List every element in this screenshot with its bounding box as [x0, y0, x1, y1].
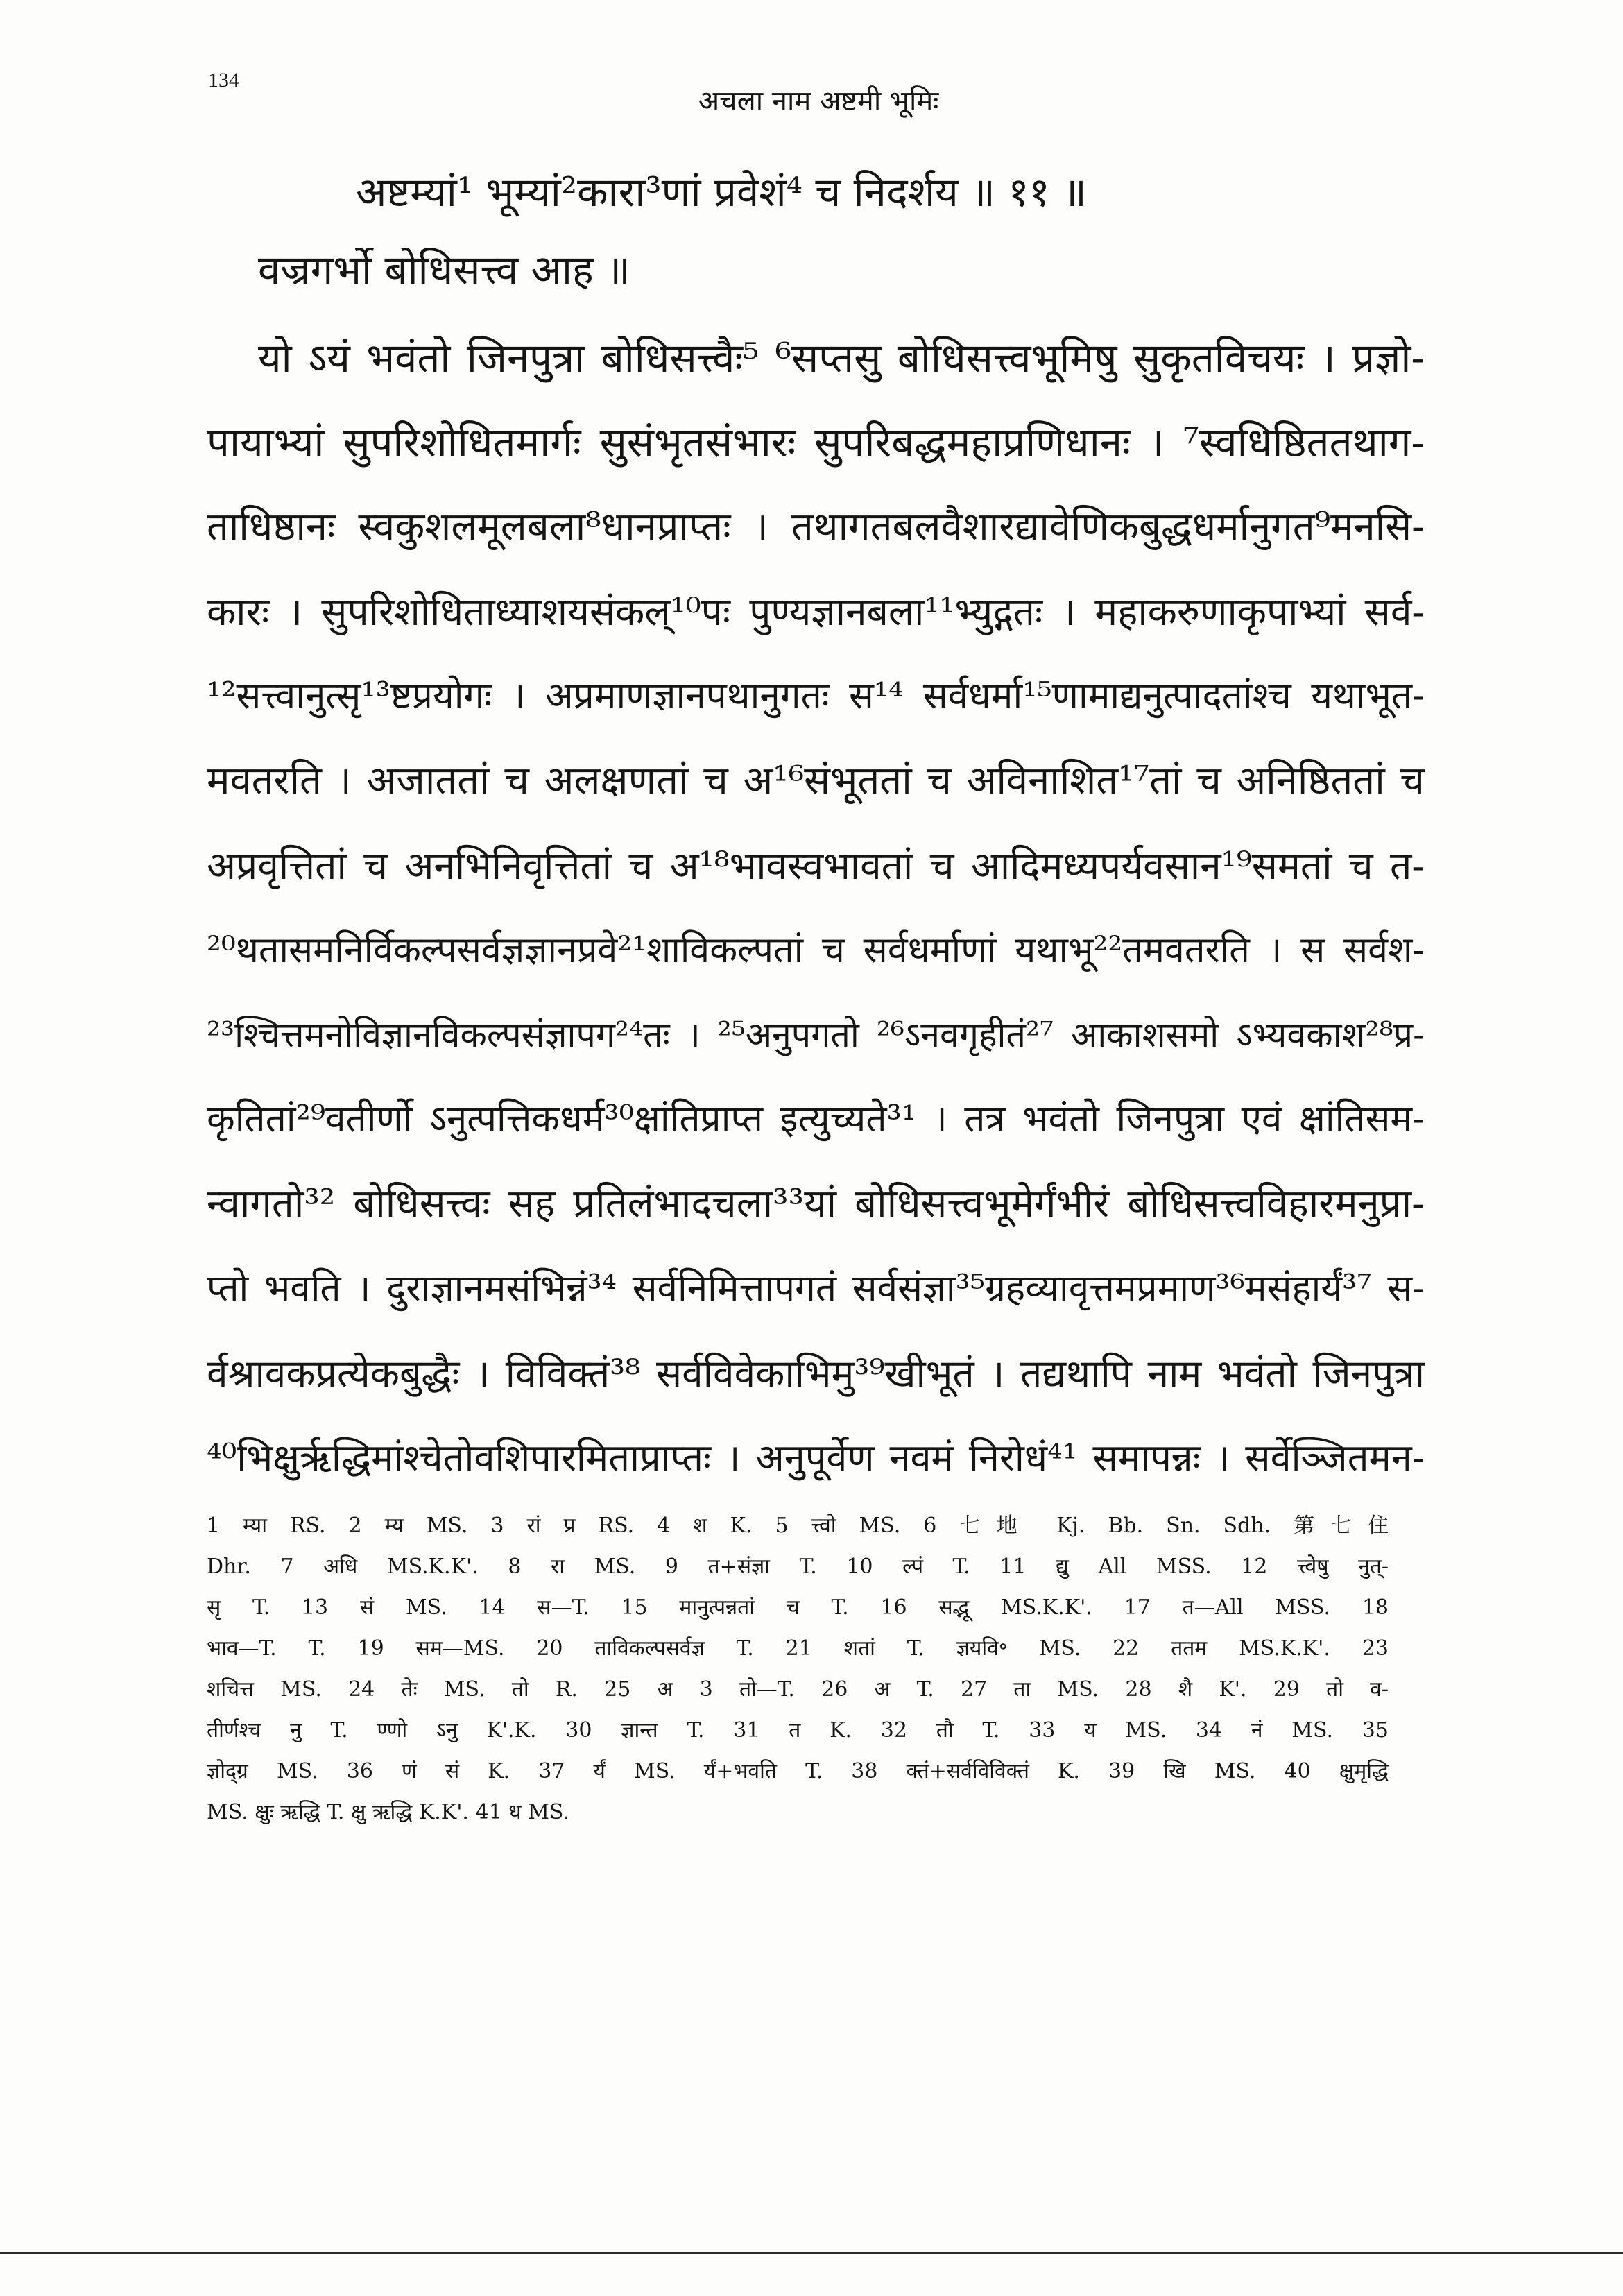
verse-heading: अष्टम्यां¹ भूम्यां²कारा³णां प्रवेशं⁴ च निदर्शय ॥ ११ ॥ [356, 169, 1087, 216]
footnote-line: भाव—T. T. 19 सम—MS. 20 ताविकल्पसर्वज्ञ T. 21 शतां T. ज्ञयवि॰ MS. 22 ततम MS.K.K'. 23 [207, 1636, 1389, 1661]
speaker-line: वज्रगर्भो बोधिसत्त्व आह ॥ [258, 246, 630, 293]
footnote-line: Dhr. 7 अधि MS.K.K'. 8 रा MS. 9 त+संज्ञा T. 10 ल्पं T. 11 द्यु All MSS. 12 त्त्वेषु नुत्- [207, 1554, 1389, 1579]
body-line: प्तो भवति । दुराज्ञानमसंभिन्नं³⁴ सर्वनिमित्तापगतं सर्वसंज्ञा³⁵ग्रहव्यावृत्तमप्रमाण³⁶मसंहार्यं³⁷ स- [207, 1267, 1425, 1310]
body-line: न्वागतो³² बोधिसत्त्वः सह प्रतिलंभादचला³³यां बोधिसत्त्वभूमेर्गंभीरं बोधिसत्त्वविहारमनुप्रा- [207, 1181, 1425, 1226]
page-number: 134 [208, 69, 239, 92]
body-line: पायाभ्यां सुपरिशोधितमार्गः सुसंभृतसंभारः सुपरिबद्धमहाप्रणिधानः । ⁷स्वधिष्ठिततथाग- [207, 419, 1425, 466]
body-line: ताधिष्ठानः स्वकुशलमूलबला⁸धानप्राप्तः । तथागतबलवैशारद्यावेणिकबुद्धधर्मानुगत⁹मनसि- [207, 504, 1425, 549]
body-line: कृतितां²⁹वतीर्णो ऽनुत्पत्तिकधर्म³⁰क्षांतिप्राप्त इत्युच्यते³¹ । तत्र भवंतो जिनपुत्रा एवं क्षांतिसम- [207, 1098, 1425, 1140]
body-line: ¹²सत्त्वानुत्सृ¹³ष्टप्रयोगः । अप्रमाणज्ञानपथानुगतः स¹⁴ सर्वधर्मा¹⁵णामाद्यनुत्पादतांश्च यथाभूत- [207, 675, 1425, 717]
footnote-line: 1 म्या RS. 2 म्य MS. 3 रां प्र RS. 4 श K. 5 त्त्वो MS. 6 七地 Kj. Bb. Sn. Sdh. 第七住 [207, 1514, 1389, 1538]
body-line: ⁴⁰भिक्षुर्ऋद्धिमांश्चेतोवशिपारमिताप्राप्तः । अनुपूर्वेण नवमं निरोधं⁴¹ समापन्नः । सर्वेञ्जितमन- [207, 1436, 1425, 1480]
body-line: ²³श्चित्तमनोविज्ञानविकल्पसंज्ञापग²⁴तः । ²⁵अनुपगतो ²⁶ऽनवगृहीतं²⁷ आकाशसमो ऽभ्यवकाश²⁸प्र- [207, 1015, 1425, 1055]
body-line: र्वश्रावकप्रत्येकबुद्धैः । विविक्तं³⁸ सर्वविवेकाभिमु³⁹खीभूतं । तद्यथापि नाम भवंतो जिनपुत्रा [207, 1351, 1425, 1396]
body-line: कारः । सुपरिशोधिताध्याशयसंकल्¹⁰पः पुण्यज्ञानबला¹¹भ्युद्गतः । महाकरुणाकृपाभ्यां सर्व- [207, 590, 1425, 634]
body-line: अप्रवृत्तितां च अनभिनिवृत्तितां च अ¹⁸भावस्वभावतां च आदिमध्यपर्यवसान¹⁹समतां च त- [207, 843, 1425, 888]
footnote-line: शचित्त MS. 24 तेः MS. तो R. 25 अ 3 तो—T. 26 अ T. 27 ता MS. 28 शै K'. 29 तो व- [207, 1677, 1389, 1702]
footnote-line: ज्ञोद्ग्र MS. 36 णं सं K. 37 र्यं MS. र्यं+भवति T. 38 क्तं+सर्वविविक्तं K. 39 खि MS. 40 क्षुमृद्धि [207, 1759, 1389, 1783]
body-line: ²⁰थतासमनिर्विकल्पसर्वज्ञज्ञानप्रवे²¹शाविकल्पतां च सर्वधर्माणां यथाभू²²तमवतरति । स सर्वश- [207, 929, 1425, 971]
footnote-line: सृ T. 13 सं MS. 14 स—T. 15 मानुत्पन्नतां च T. 16 सद्भू MS.K.K'. 17 त—All MSS. 18 [207, 1595, 1389, 1620]
footnote-line: MS. क्षुः ऋद्धि T. क्षु ऋद्धि K.K'. 41 ध MS. [207, 1800, 569, 1824]
body-line: यो ऽयं भवंतो जिनपुत्रा बोधिसत्त्वैः⁵ ⁶सप्तसु बोधिसत्त्वभूमिषु सुकृतविचयः । प्रज्ञो- [258, 334, 1425, 382]
running-head: अचला नाम अष्टमी भूमिः [698, 85, 939, 117]
footer-rule [0, 2252, 1623, 2254]
body-line: मवतरति । अजाततां च अलक्षणतां च अ¹⁶संभूततां च अविनाशित¹⁷तां च अनिष्ठिततां च [207, 758, 1425, 803]
footnote-line: तीर्णश्च नु T. ण्णो ऽनु K'.K. 30 ज्ञान्त T. 31 त K. 32 तौ T. 33 य MS. 34 नं MS. 35 [207, 1718, 1389, 1742]
